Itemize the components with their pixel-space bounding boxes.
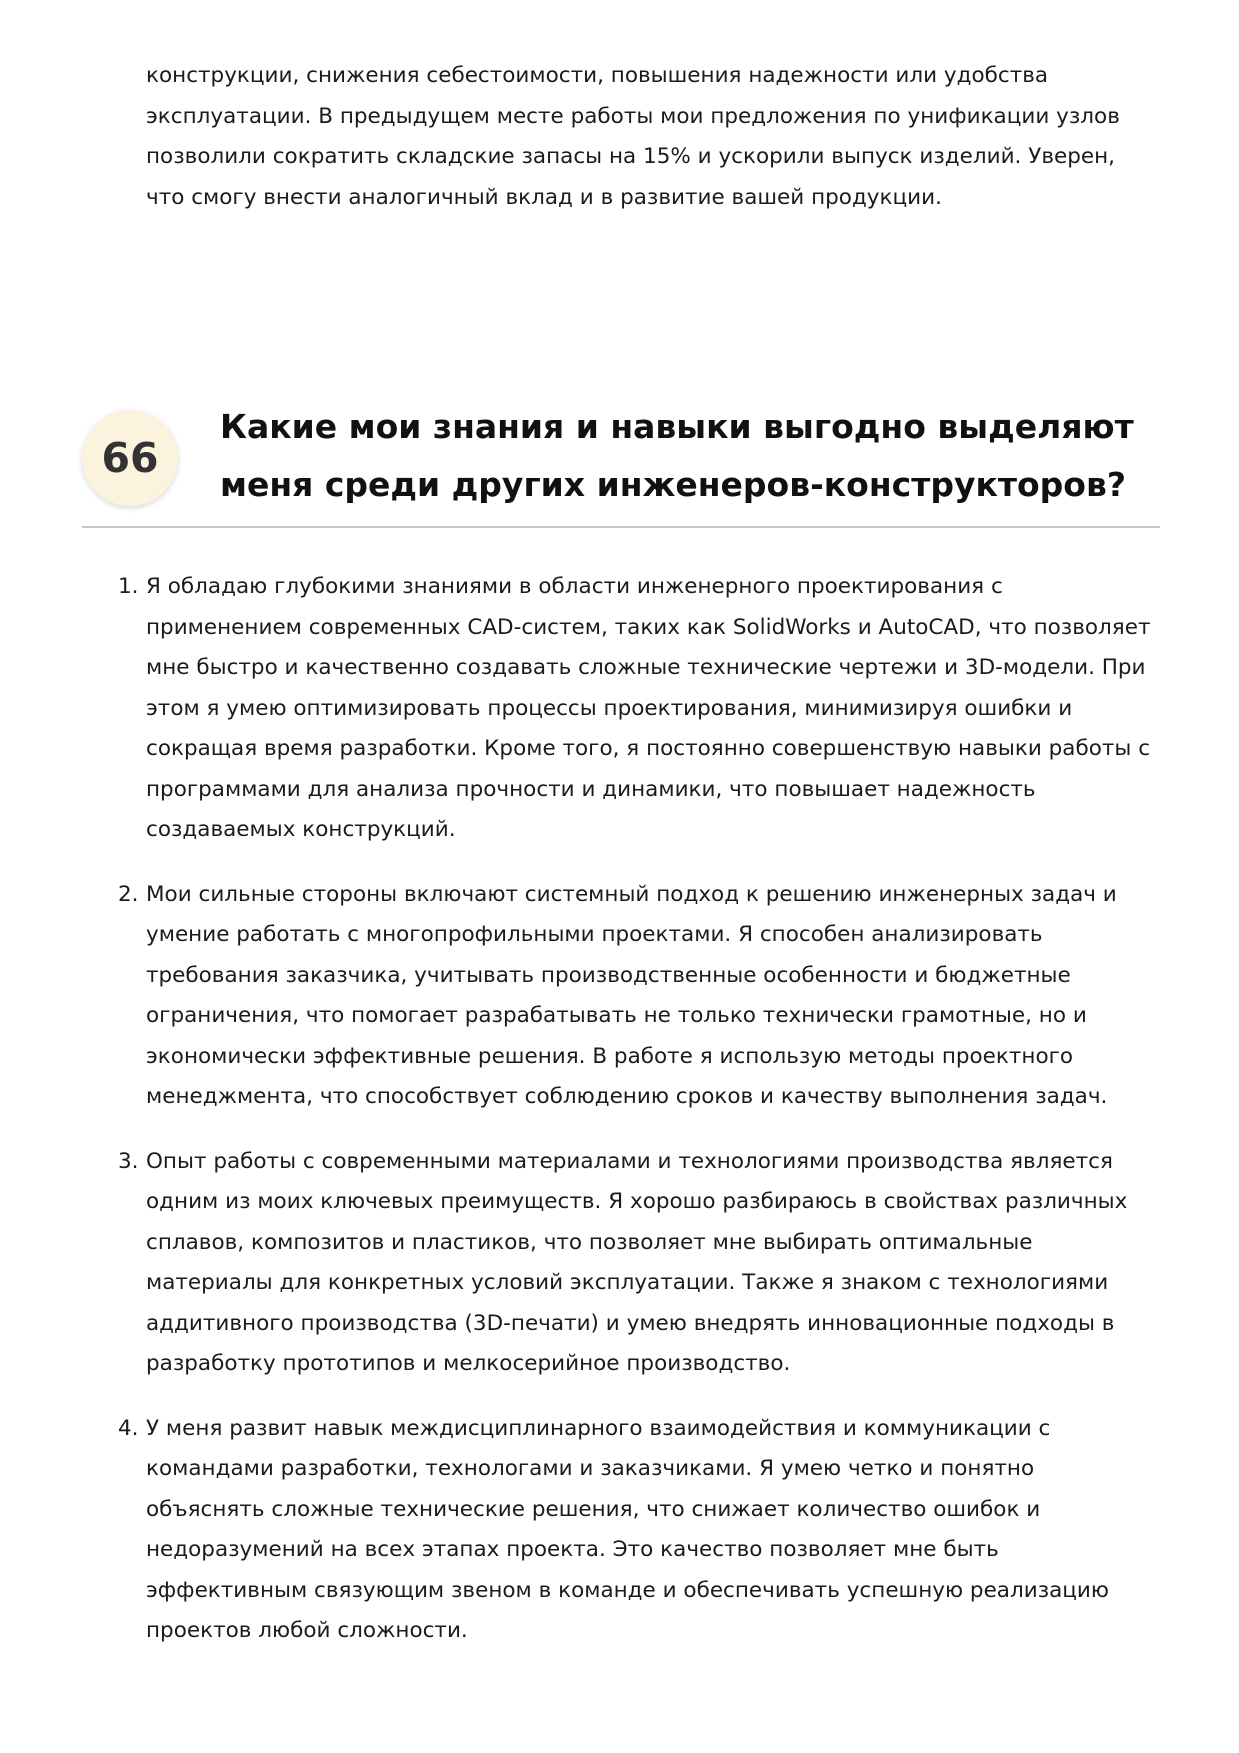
question-title: Какие мои знания и навыки выгодно выделяют меня среди других инженеров-конструкторов?: [220, 407, 1134, 504]
answer-text: Опыт работы с современными материалами и технологиями производства является одним из моих ключевых преимуществ. Я хорошо разбираюсь в свойствах различных сплавов, композитов и пластиков, что позволяет мне выбирать оптимальные материалы для конкретных условий эксплуатации. Также я знаком с технологиями аддитивного производства (3D-печати) и умею внедрять инновационные подходы в разработку прототипов и мелкосерийное производство.: [146, 1148, 1128, 1376]
question-header: [82, 396, 1160, 528]
answer-list: [118, 567, 1156, 1676]
question-number-badge: 66: [82, 410, 178, 506]
answer-text: Я обладаю глубокими знаниями в области инженерного проектирования с применением современных CAD-систем, таких как SolidWorks и AutoCAD, что позволяет мне быстро и качественно создавать сложные технические чертежи и 3D-модели. При этом я умею оптимизировать процессы проектирования, минимизируя ошибки и сокращая время разработки. Кроме того, я постоянно совершенствую навыки работы с программами для анализа прочности и динамики, что повышает надежность создаваемых конструкций.: [146, 574, 1151, 842]
answer-item: [118, 567, 1156, 851]
answer-number: 4.: [118, 1415, 139, 1441]
intro-paragraph: конструкции, снижения себестоимости, повышения надежности или удобства эксплуатации. В предыдущем месте работы мои предложения по унификации узлов позволили сократить складские запасы на 15% и ускорили выпуск изделий. Уверен, что смогу внести аналогичный вклад и в развитие вашей продукции.: [146, 63, 1120, 210]
answer-text: У меня развит навык междисциплинарного взаимодействия и коммуникации с командами разработки, технологами и заказчиками. Я умею четко и понятно объяснять сложные технические решения, что снижает количество ошибок и недоразумений на всех этапах проекта. Это качество позволяет мне быть эффективным связующим звеном в команде и обеспечивать успешную реализацию проектов любой сложности.: [146, 1415, 1110, 1643]
answer-number: 1.: [118, 574, 139, 599]
answer-item: [118, 1409, 1156, 1652]
answer-item: [118, 1142, 1156, 1385]
answer-number: 3.: [118, 1148, 139, 1174]
answer-item: [118, 875, 1156, 1118]
answer-number: 2.: [118, 881, 139, 907]
answer-text: Мои сильные стороны включают системный подход к решению инженерных задач и умение работать с многопрофильными проектами. Я способен анализировать требования заказчика, учитывать производственные особенности и бюджетные ограничения, что помогает разрабатывать не только технически грамотные, но и экономически эффективные решения. В работе я использую методы проектного менеджмента, что способствует соблюдению сроков и качеству выполнения задач.: [146, 881, 1117, 1109]
